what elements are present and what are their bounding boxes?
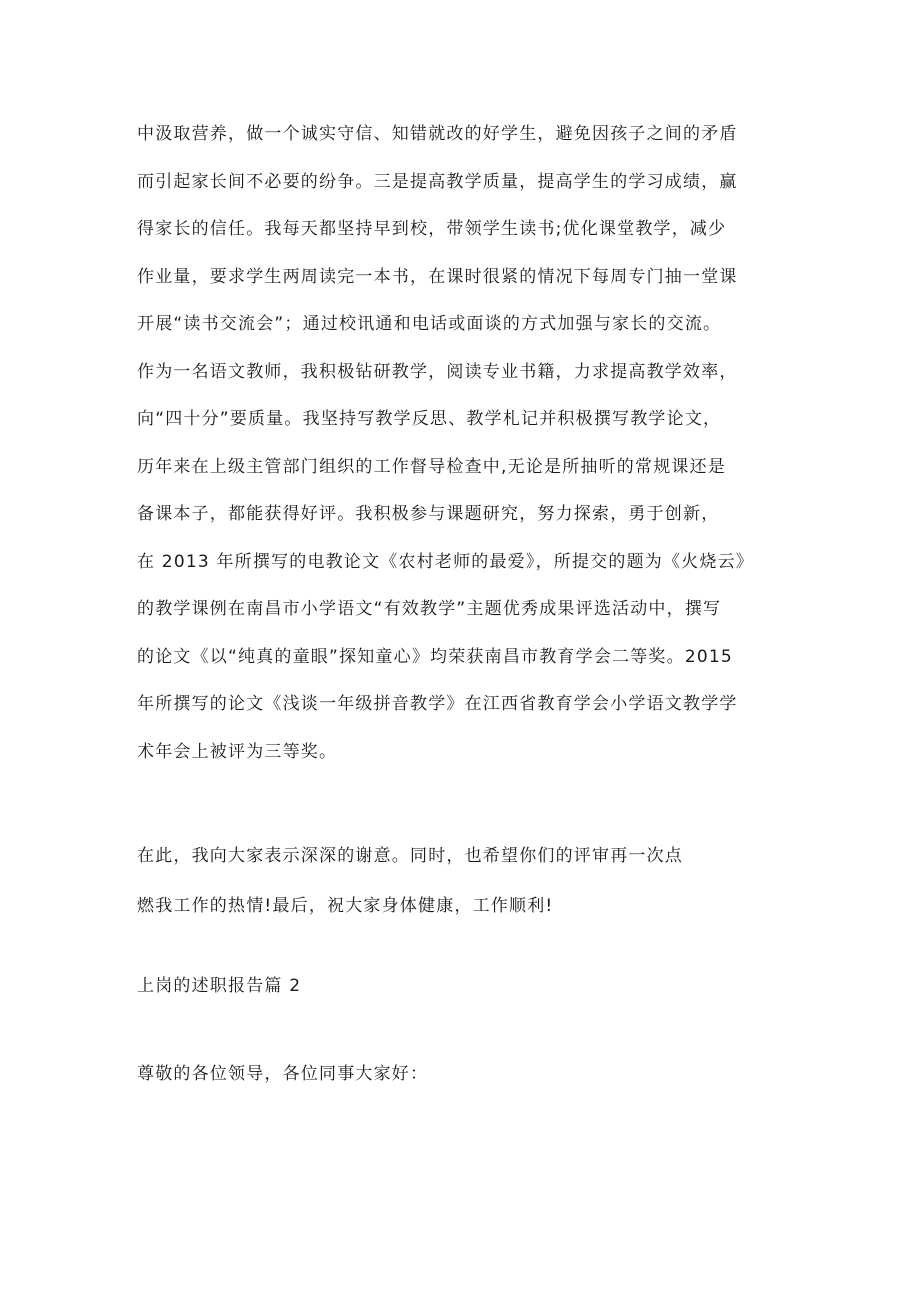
text-line: 的教学课例在南昌市小学语文“有效教学”主题优秀成果评选活动中，撰写 (137, 599, 722, 619)
text-line: 作为一名语文教师，我积极钻研教学，阅读专业书籍，力求提高教学效率， (137, 362, 738, 382)
greeting: 尊敬的各位领导，各位同事大家好： (137, 1064, 429, 1084)
text-line: 作业量，要求学生两周读完一本书，在课时很紧的情况下每周专门抽一堂课 (137, 267, 738, 287)
text-line: 历年来在上级主管部门组织的工作督导检查中,无论是所抽听的常规课还是 (137, 457, 727, 477)
text-line: 备课本子，都能获得好评。我积极参与课题研究，努力探索，勇于创新， (137, 504, 720, 524)
text-line: 开展“读书交流会”；通过校讯通和电话或面谈的方式加强与家长的交流。 (137, 314, 722, 334)
text-line: 向“四十分”要质量。我坚持写教学反思、教学札记并积极撰写教学论文， (137, 409, 722, 429)
text-line: 的论文《以“纯真的童眼”探知童心》均荣获南昌市教育学会二等奖。2015 (137, 647, 733, 667)
text-line: 年所撰写的论文《浅谈一年级拼音教学》在江西省教育学会小学语文教学学 (137, 694, 738, 714)
text-line: 中汲取营养，做一个诚实守信、知错就改的好学生，避免因孩子之间的矛盾 (137, 124, 738, 144)
text-line: 在此，我向大家表示深深的谢意。同时，也希望你们的评审再一次点 (137, 846, 683, 866)
section-title: 上岗的述职报告篇 2 (137, 976, 302, 996)
text-line: 得家长的信任。我每天都坚持早到校，带领学生读书;优化课堂教学，减少 (137, 219, 727, 239)
text-line: 而引起家长间不必要的纷争。三是提高教学质量，提高学生的学习成绩，赢 (137, 172, 738, 192)
text-line: 术年会上被评为三等奖。 (137, 742, 338, 762)
text-line: 在 2013 年所撰写的电教论文《农村老师的最爱》，所提交的题为《火烧云》 (137, 552, 754, 572)
text-line: 燃我工作的热情!最后，祝大家身体健康，工作顺利! (137, 896, 554, 916)
